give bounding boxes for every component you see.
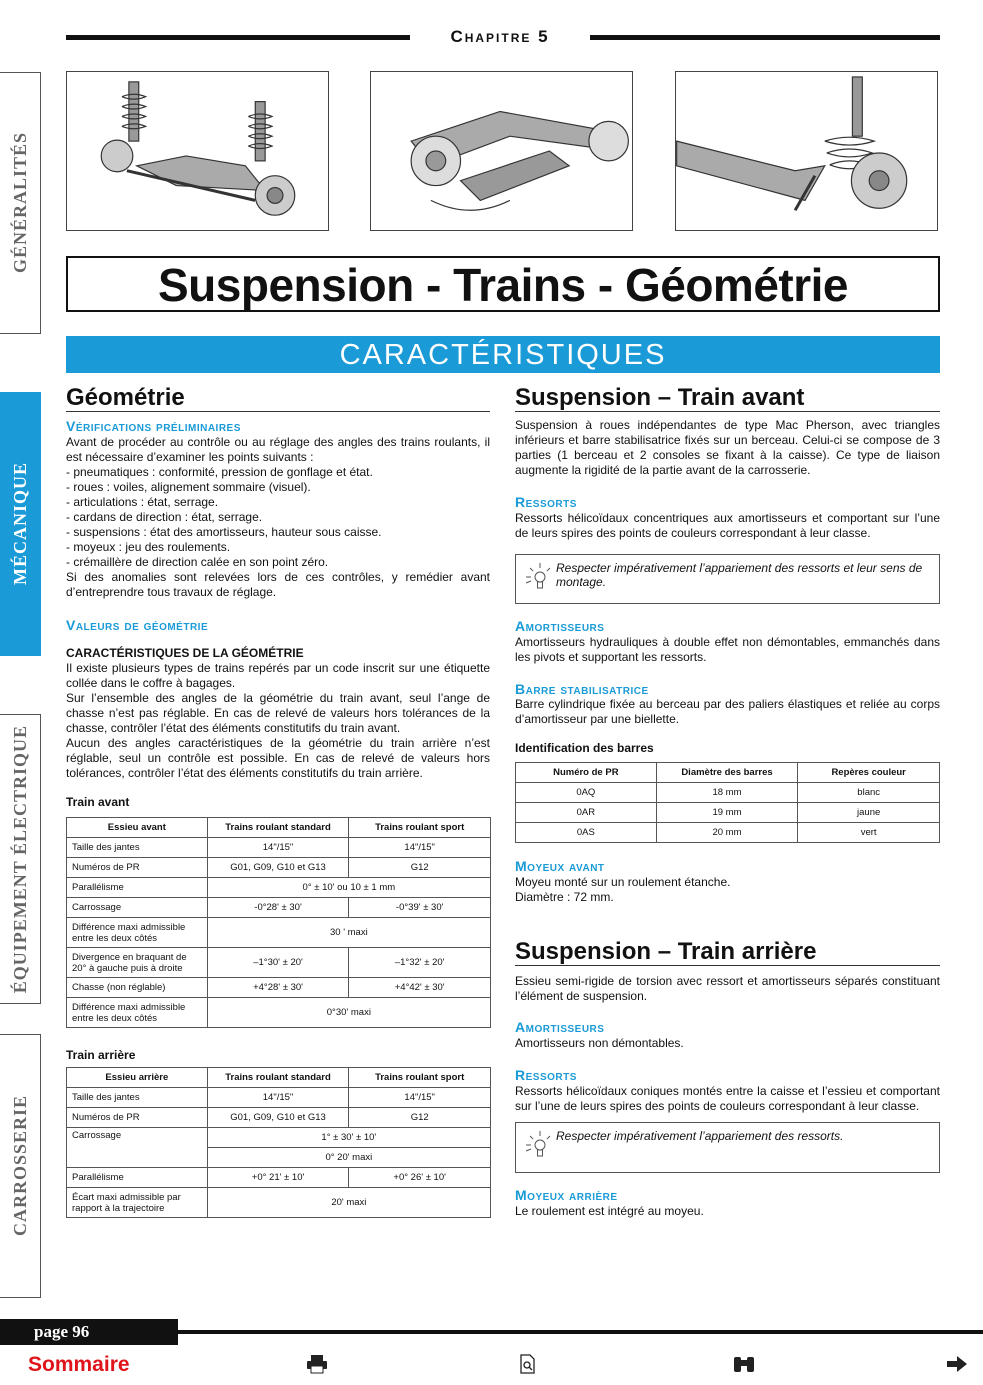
table-row [67, 858, 491, 878]
table-row [67, 948, 491, 978]
header-rule-right [590, 35, 940, 40]
table-header: Essieu arrière [67, 1068, 208, 1088]
table-header-row [67, 1068, 491, 1088]
table-cell: 20 mm [656, 823, 798, 843]
warning-note [515, 554, 940, 604]
subheading-moyeux-arriere: Moyeux arrière [515, 1187, 618, 1203]
table-cell: Parallélisme [67, 1168, 208, 1188]
train-avant-table [66, 817, 491, 1028]
document-search-icon[interactable] [519, 1354, 537, 1374]
table-cell: Écart maxi admissible par rapport à la trajectoire [67, 1188, 208, 1218]
table-cell: +4°42' ± 30' [349, 978, 491, 998]
table-cell: Différence maxi admissible entre les deux côtés [67, 998, 208, 1028]
table-cell: 30 ' maxi [207, 918, 490, 948]
text-line: Moyeu monté sur un roulement étanche. [515, 875, 731, 889]
chapter-title: Chapitre 5 [450, 27, 550, 46]
section-title-train-arriere: Suspension – Train arrière [515, 939, 940, 966]
subheading-barre: Barre stabilisatrice [515, 681, 649, 697]
table-cell: G12 [349, 858, 491, 878]
table-header: Trains roulant standard [207, 818, 349, 838]
table-cell: Taille des jantes [67, 838, 208, 858]
table-row [67, 838, 491, 858]
table-cell: Numéros de PR [67, 858, 208, 878]
barre-text: Barre cylindrique fixée au berceau par des paliers élastiques et reliée au corps d’amortisseur par une biellette. [515, 697, 940, 726]
text-line: - moyeux : jeu des roulements. [66, 540, 231, 554]
text-line: - suspensions : état des amortisseurs, hauteur sous caisse. [66, 525, 382, 539]
table-cell: 14"/15" [349, 1088, 491, 1108]
table-row [516, 783, 940, 803]
note-text: Respecter impérativement l’appariement des ressorts et leur sens de montage. [556, 561, 923, 589]
table-cell: +0° 21' ± 10' [207, 1168, 349, 1188]
table-header: Repères couleur [798, 763, 940, 783]
train-arriere-label: Train arrière [66, 1048, 136, 1062]
text-line: Sur l’ensemble des angles de la géométrie du train avant, seul l’ange de chasse n’est pas réglable. En cas de relevé de valeurs hors tolérances de la chasse, contrôler l’état des éléments constitutifs du train avant. [66, 691, 490, 735]
table-header-row [67, 818, 491, 838]
table-cell: 0°30' maxi [207, 998, 490, 1028]
barres-table [515, 762, 940, 843]
table-cell: 0° ± 10' ou 10 ± 1 mm [207, 878, 490, 898]
footer-rule [178, 1330, 983, 1334]
table-row [67, 878, 491, 898]
table-row [516, 803, 940, 823]
sommaire-link[interactable]: Sommaire [28, 1353, 130, 1376]
table-cell: Parallélisme [67, 878, 208, 898]
table-cell: G01, G09, G10 et G13 [207, 858, 349, 878]
table-row [67, 918, 491, 948]
table-cell: -0°28' ± 30' [207, 898, 349, 918]
table-header: Trains roulant sport [349, 1068, 491, 1088]
table-header: Diamètre des barres [656, 763, 798, 783]
text-line: Avant de procéder au contrôle ou au réglage des angles des trains roulants, il est nécessaire d’examiner les points suivants : [66, 435, 490, 464]
train-avant-label: Train avant [66, 795, 130, 809]
page-number: page 96 [0, 1319, 178, 1345]
moyeux-avant-text [515, 875, 940, 905]
table-cell: 18 mm [656, 783, 798, 803]
table-cell: +0° 26' ± 10' [349, 1168, 491, 1188]
binoculars-icon[interactable] [732, 1354, 756, 1374]
table-cell: 0AS [516, 823, 657, 843]
subheading-ressorts: Ressorts [515, 494, 577, 510]
text-line: - pneumatiques : conformité, pression de gonflage et état. [66, 465, 373, 479]
side-tab-mecanique[interactable] [0, 392, 41, 656]
table-cell: Carrossage [67, 1128, 208, 1168]
warning-note [515, 1122, 940, 1173]
table-header: Essieu avant [67, 818, 208, 838]
subheading-amortisseurs-arriere: Amortisseurs [515, 1019, 605, 1035]
table-row [67, 1088, 491, 1108]
table-cell: Divergence en braquant de 20° à gauche puis à droite [67, 948, 208, 978]
table-row [67, 1168, 491, 1188]
table-cell: -0°39' ± 30' [349, 898, 491, 918]
subframe-photo [370, 71, 633, 231]
table-cell: 0AQ [516, 783, 657, 803]
subheading-amortisseurs: Amortisseurs [515, 618, 605, 634]
train-arriere-table [66, 1067, 491, 1218]
note-text: Respecter impérativement l’appariement des ressorts. [556, 1129, 844, 1143]
table-cell: Taille des jantes [67, 1088, 208, 1108]
table-cell: Chasse (non réglable) [67, 978, 208, 998]
table-cell: 14"/15" [349, 838, 491, 858]
table-row [67, 1108, 491, 1128]
subheading-verifications: Vérifications préliminaires [66, 418, 241, 434]
caracteristiques-heading: CARACTÉRISTIQUES DE LA GÉOMÉTRIE [66, 646, 304, 660]
table-cell: 0AR [516, 803, 657, 823]
table-cell: –1°32' ± 20' [349, 948, 491, 978]
rear-axle-photo [675, 71, 938, 231]
train-avant-intro: Suspension à roues indépendantes de type Mac Pherson, avec triangles inférieurs et barre stabilisatrice fixés sur un berceau. Celui-ci se compose de 3 parties (1 berceau et 2 consoles se fixant à la caisse). Ce type de liaison augmente la rigidité de la partie avant de la carrosserie. [515, 418, 940, 477]
table-cell: 14"/15" [207, 1088, 349, 1108]
table-cell: –1°30' ± 20' [207, 948, 349, 978]
next-arrow-icon[interactable] [946, 1354, 968, 1374]
text-line: - roues : voiles, alignement sommaire (visuel). [66, 480, 311, 494]
table-cell: blanc [798, 783, 940, 803]
side-tab-equipement-electrique[interactable] [0, 714, 41, 1004]
ressorts-arriere-text: Ressorts hélicoïdaux coniques montés entre la caisse et l’essieu et comportant sur l’une de leurs spires des points de couleurs correspondant à leur classe. [515, 1084, 940, 1113]
table-cell: 20' maxi [207, 1188, 490, 1218]
table-row [67, 1188, 491, 1218]
table-cell: +4°28' ± 30' [207, 978, 349, 998]
text-line: Aucun des angles caractéristiques de la géométrie du train arrière n’est réglable, seul un contrôle est possible. En cas de relevé de valeurs hors tolérances, contrôler l’état des éléments constitutifs du train arrière. [66, 736, 490, 780]
section-title-geometrie: Géométrie [66, 385, 490, 412]
caracteristiques-text [66, 661, 490, 781]
section-banner: CARACTÉRISTIQUES [66, 336, 940, 373]
identification-label: Identification des barres [515, 741, 654, 755]
subheading-ressorts-arriere: Ressorts [515, 1067, 577, 1083]
train-arriere-intro: Essieu semi-rigide de torsion avec ressort et amortisseurs séparés constituant l’élément de suspension. [515, 974, 940, 1003]
subheading-moyeux-avant: Moyeux avant [515, 858, 605, 874]
subheading-valeurs: Valeurs de géométrie [66, 617, 209, 633]
amortisseurs-text: Amortisseurs hydrauliques à double effet non démontables, emmanchés dans les pivots et supportant les ressorts. [515, 635, 940, 664]
table-cell: 0° 20' maxi [207, 1148, 490, 1168]
table-cell: 19 mm [656, 803, 798, 823]
table-cell: jaune [798, 803, 940, 823]
header-rule-left [66, 35, 410, 40]
table-cell: Carrossage [67, 898, 208, 918]
table-row [516, 823, 940, 843]
page-title: Suspension - Trains - Géométrie [66, 256, 940, 312]
text-line: - crémaillère de direction calée en son point zéro. [66, 555, 329, 569]
table-header: Trains roulant standard [207, 1068, 349, 1088]
lightbulb-icon [522, 1127, 552, 1161]
side-tab-label: CARROSSERIE [9, 1095, 30, 1237]
table-cell: 14"/15" [207, 838, 349, 858]
table-row [67, 978, 491, 998]
table-header: Trains roulant sport [349, 818, 491, 838]
lightbulb-icon [522, 559, 552, 593]
side-tab-label: ÉQUIPEMENT ÉLECTRIQUE [9, 724, 30, 994]
text-line: Diamètre : 72 mm. [515, 890, 614, 904]
table-cell: vert [798, 823, 940, 843]
side-tab-label: MÉCANIQUE [9, 462, 30, 586]
table-cell: G12 [349, 1108, 491, 1128]
table-cell: Différence maxi admissible entre les deux côtés [67, 918, 208, 948]
table-cell: G01, G09, G10 et G13 [207, 1108, 349, 1128]
side-tab-carrosserie[interactable] [0, 1034, 41, 1298]
section-title-train-avant: Suspension – Train avant [515, 385, 940, 412]
printer-icon[interactable] [306, 1354, 328, 1374]
table-header-row [516, 763, 940, 783]
table-header: Numéro de PR [516, 763, 657, 783]
side-tab-label: GÉNÉRALITÉS [9, 132, 30, 274]
front-suspension-photo [66, 71, 329, 231]
text-line: Il existe plusieurs types de trains repérés par un code inscrit sur une étiquette collée dans le coffre à bagages. [66, 661, 490, 690]
text-line: Si des anomalies sont relevées lors de ces contrôles, y remédier avant d’entreprendre tous travaux de réglage. [66, 570, 490, 599]
table-cell: Numéros de PR [67, 1108, 208, 1128]
ressorts-text: Ressorts hélicoïdaux concentriques aux amortisseurs et comportant sur l’une de leurs spires des points de couleurs correspondant à leur classe. [515, 511, 940, 540]
table-row [67, 1128, 491, 1148]
verifications-text [66, 435, 490, 600]
table-row [67, 898, 491, 918]
table-row [67, 998, 491, 1028]
text-line: - cardans de direction : état, serrage. [66, 510, 263, 524]
side-tab-generalites[interactable] [0, 72, 41, 334]
text-line: - articulations : état, serrage. [66, 495, 219, 509]
table-cell: 1° ± 30' ± 10' [207, 1128, 490, 1148]
amortisseurs-arriere-text: Amortisseurs non démontables. [515, 1036, 684, 1050]
moyeux-arriere-text: Le roulement est intégré au moyeu. [515, 1204, 704, 1218]
